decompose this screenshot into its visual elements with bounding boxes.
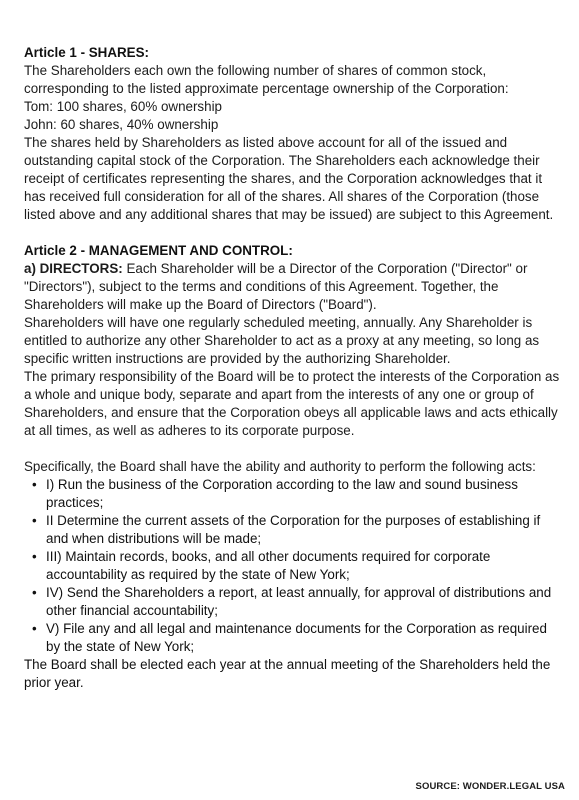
bullet-icon: • (32, 477, 37, 492)
holding-tom: Tom: 100 shares, 60% ownership (24, 99, 222, 114)
list-item (32, 620, 564, 656)
act-text: II Determine the current assets of the Corporation for the purposes of establishing if and when distributions will be made; (46, 513, 541, 546)
bullet-icon: • (32, 549, 37, 564)
bullet-icon: • (32, 621, 37, 636)
article-1-body: The shares held by Shareholders as listed above account for all of the issued and outstanding capital stock of the Corporation. The Shareholders each acknowledge their receipt of certificates representing the shares, and the Corporation acknowledges that it has received full consideration for all of the shares. All shares of the Corporation (those listed above and any additional shares that may be issued) are subject to this Agreement. (24, 135, 554, 222)
act-text: III) Maintain records, books, and all other documents required for corporate accountability as required by the state of New York; (46, 549, 491, 582)
act-text: V) File any and all legal and maintenance documents for the Corporation as required by the state of New York; (46, 621, 547, 654)
holding-john: John: 60 shares, 40% ownership (24, 117, 219, 132)
section-spacer (24, 224, 564, 242)
article-2-heading: Article 2 - MANAGEMENT AND CONTROL: (24, 243, 293, 258)
directors-text: Each Shareholder will be a Director of the Corporation ("Director" or "Directors"), subject to the terms and conditions of this Agreement. Together, the Shareholders will make up the Board of Directors ("Board"). (24, 261, 528, 312)
act-text: I) Run the business of the Corporation according to the law and sound business practices; (46, 477, 518, 510)
meetings-paragraph: Shareholders will have one regularly scheduled meeting, annually. Any Shareholder is entitled to authorize any other Shareholder to act as a proxy at any meeting, so long as specific written instructions are provided by the authorizing Shareholder. (24, 315, 540, 366)
responsibility-paragraph: The primary responsibility of the Board will be to protect the interests of the Corporation as a whole and unique body, separate and apart from the interests of any one or group of Shareholders, and ensure that the Corporation obeys all applicable laws and acts ethically at all times, as well as adheres to its corporate purpose. (24, 369, 560, 438)
bullet-icon: • (32, 585, 37, 600)
article-1-intro: The Shareholders each own the following number of shares of common stock, corresponding to the listed approximate percentage ownership of the Corporation: (24, 63, 509, 96)
list-item (32, 548, 564, 584)
article-1-heading: Article 1 - SHARES: (24, 45, 150, 60)
directors-paragraph (24, 260, 564, 314)
source-credit: SOURCE: WONDER.LEGAL USA (415, 781, 565, 792)
list-item (32, 476, 564, 512)
directors-label: a) DIRECTORS: (24, 261, 123, 276)
list-item (32, 512, 564, 548)
act-text: IV) Send the Shareholders a report, at least annually, for approval of distributions and other financial accountability; (46, 585, 552, 618)
document-body (24, 44, 564, 692)
section-spacer (24, 440, 564, 458)
list-item (32, 584, 564, 620)
acts-list (24, 476, 564, 656)
bullet-icon: • (32, 513, 37, 528)
acts-intro: Specifically, the Board shall have the ability and authority to perform the following acts: (24, 459, 536, 474)
closing-paragraph: The Board shall be elected each year at the annual meeting of the Shareholders held the prior year. (24, 657, 551, 690)
